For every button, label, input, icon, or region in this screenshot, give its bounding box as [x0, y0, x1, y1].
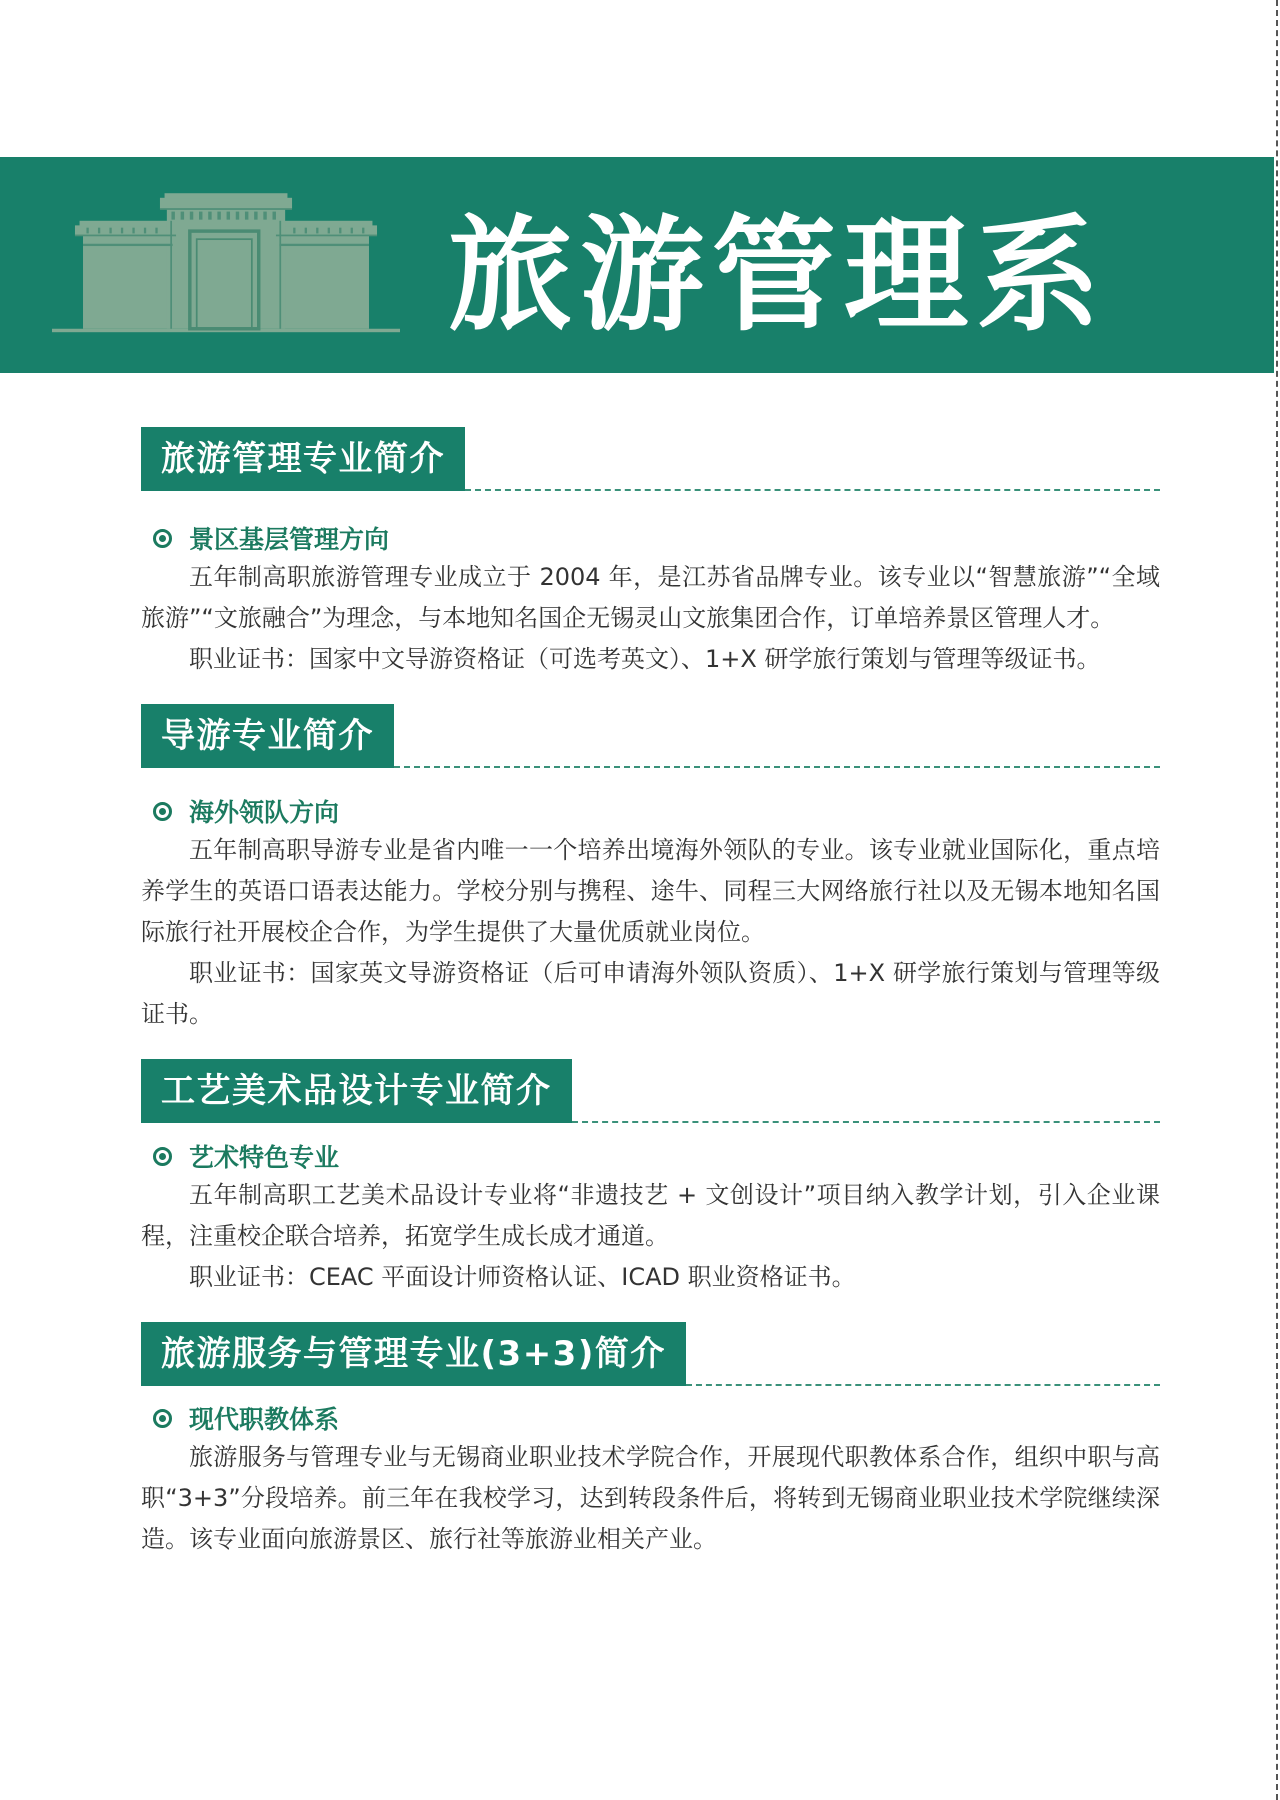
section-heading: 旅游服务与管理专业(3+3)简介	[141, 1322, 686, 1386]
gate-left-wing	[75, 221, 176, 329]
certificate-paragraph: 职业证书：国家英文导游资格证（后可申请海外领队资质）、1+X 研学旅行策划与管理等级证书。	[141, 959, 1160, 1028]
description-paragraph: 五年制高职工艺美术品设计专业将“非遗技艺 + 文创设计”项目纳入教学计划，引入企业课程，注重校企联合培养，拓宽学生成长成才通道。	[141, 1181, 1160, 1250]
gate-central-tower	[160, 193, 292, 329]
subheading-label: 海外领队方向	[189, 798, 340, 827]
section-tour-guide	[141, 704, 1160, 1035]
circle-bullet-icon	[153, 802, 172, 821]
section-heading: 旅游管理专业简介	[141, 427, 465, 491]
certificate-paragraph: 职业证书：CEAC 平面设计师资格认证、ICAD 职业资格证书。	[189, 1263, 856, 1291]
section-header	[141, 704, 1160, 768]
subheading-label: 景区基层管理方向	[189, 525, 390, 554]
section-heading: 导游专业简介	[141, 704, 394, 768]
circle-bullet-icon	[153, 1409, 172, 1428]
gate-building-icon	[52, 193, 400, 337]
dashed-divider	[394, 766, 1160, 768]
section-tourism-service-3plus3	[141, 1322, 1160, 1560]
circle-bullet-icon	[153, 1147, 172, 1166]
dashed-divider	[686, 1384, 1160, 1386]
description-paragraph: 五年制高职旅游管理专业成立于 2004 年，是江苏省品牌专业。该专业以“智慧旅游”“全域旅游”“文旅融合”为理念，与本地知名国企无锡灵山文旅集团合作，订单培养景区管理人才。	[141, 563, 1160, 632]
subheading-label: 艺术特色专业	[189, 1143, 340, 1172]
section-subheading	[141, 1401, 1160, 1435]
dashed-divider	[465, 489, 1160, 491]
description-paragraph: 五年制高职导游专业是省内唯一一个培养出境海外领队的专业。该专业就业国际化，重点培养学生的英语口语表达能力。学校分别与携程、途牛、同程三大网络旅行社以及无锡本地知名国际旅行社开展校企合作，为学生提供了大量优质就业岗位。	[141, 836, 1160, 946]
circle-bullet-icon	[153, 529, 172, 548]
certificate-paragraph: 职业证书：国家中文导游资格证（可选考英文）、1+X 研学旅行策划与管理等级证书。	[189, 645, 1101, 673]
section-arts-crafts-design	[141, 1059, 1160, 1298]
section-tourism-management	[141, 427, 1160, 680]
section-heading: 工艺美术品设计专业简介	[141, 1059, 572, 1123]
page-title: 旅游管理系	[448, 203, 1109, 348]
dashed-divider	[572, 1121, 1161, 1123]
section-header	[141, 1322, 1160, 1386]
page-dashed-edge	[1276, 0, 1278, 1800]
description-paragraph: 旅游服务与管理专业与无锡商业职业技术学院合作，开展现代职教体系合作，组织中职与高职“3+3”分段培养。前三年在我校学习，达到转段条件后，将转到无锡商业职业技术学院继续深造。该专业面向旅游景区、旅行社等旅游业相关产业。	[141, 1443, 1160, 1553]
section-header	[141, 1059, 1160, 1123]
section-subheading	[141, 521, 1160, 555]
department-banner	[0, 157, 1274, 373]
gate-right-wing	[276, 221, 377, 329]
subheading-label: 现代职教体系	[189, 1405, 340, 1434]
section-subheading	[141, 1139, 1160, 1173]
section-header	[141, 427, 1160, 491]
section-subheading	[141, 794, 1160, 828]
program-list	[141, 427, 1160, 1560]
